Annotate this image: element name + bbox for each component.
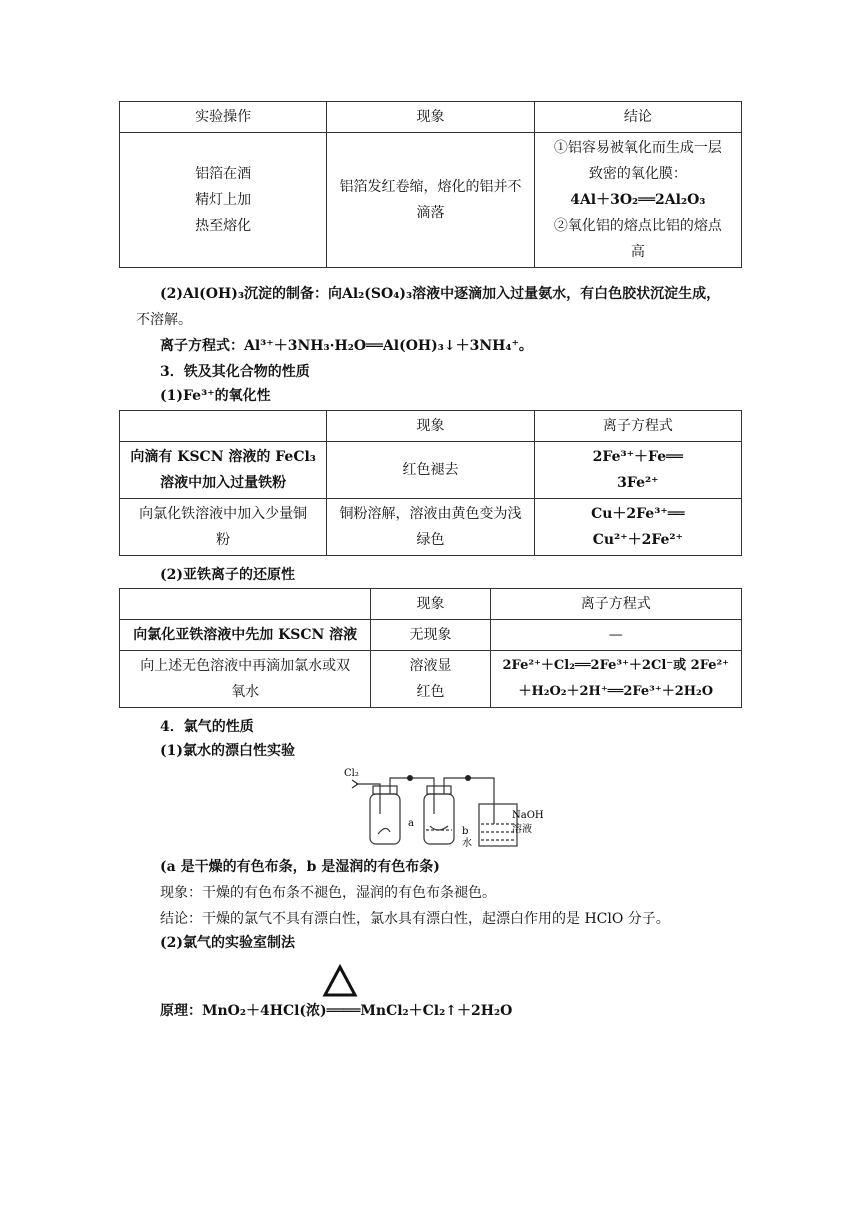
fe2-table: [119, 588, 742, 708]
text-line: Cu＋2Fe³⁺══: [591, 506, 685, 522]
equation: 4Al＋3O₂══2Al₂O₃: [570, 192, 706, 208]
principle-equation: 原理：MnO₂＋4HCl(浓)════MnCl₂＋Cl₂↑＋2H₂O: [160, 1003, 513, 1019]
text-line: 红色: [416, 684, 445, 700]
text-line: 热至熔化: [195, 218, 252, 234]
heading-4-2: (2)氯气的实验室制法: [160, 935, 295, 951]
chlorine-bleaching-apparatus: [344, 764, 544, 850]
cell-equation: [490, 651, 741, 708]
cell-phenomenon: [327, 499, 534, 556]
text-line: 向氯化铁溶液中加入少量铜: [139, 506, 308, 522]
cell-operation: [120, 442, 327, 499]
text-line: ＋H₂O₂＋2H⁺══2Fe³⁺＋2H₂O: [518, 684, 714, 699]
cell-phenomenon: 无现象: [371, 620, 490, 651]
header-equation: 离子方程式: [534, 411, 741, 442]
text-line: 向滴有 KSCN 溶液的 FeCl₃: [130, 449, 316, 465]
figure-note: (a 是干燥的有色布条，b 是湿润的有色布条): [160, 859, 440, 875]
heading-4: 4．氯气的性质: [160, 719, 254, 735]
text-line: 3Fe²⁺: [617, 475, 659, 491]
text-line: 2Fe³⁺＋Fe══: [592, 449, 683, 465]
text-line: ①铝容易被氧化而生成一层: [553, 140, 722, 156]
cell-phenomenon: [371, 651, 490, 708]
header-conclusion: 结论: [534, 102, 741, 133]
text-line: 溶液显: [409, 658, 452, 674]
text-line: 粉: [216, 532, 231, 548]
header-equation: 离子方程式: [490, 589, 741, 620]
text-line: 氧水: [231, 684, 260, 700]
heading-3: 3．铁及其化合物的性质: [160, 364, 310, 380]
cell-equation: [534, 442, 741, 499]
label-water: 水: [462, 838, 472, 849]
text-line: Cu²⁺＋2Fe²⁺: [592, 532, 683, 548]
text-line: 绿色: [416, 532, 445, 548]
heading-3-1: (1)Fe³⁺的氧化性: [160, 388, 271, 404]
label-cl2: Cl₂: [344, 768, 359, 779]
heating-triangle-icon: [322, 964, 358, 998]
text-line: 致密的氧化膜：: [588, 166, 687, 182]
paragraph-aloh3: (2)Al(OH)₃沉淀的制备：向Al₂(SO₄)₃溶液中逐滴加入过量氨水，有白色胶状沉淀生成，: [160, 286, 721, 302]
phenomenon-text: 现象：干燥的有色布条不褪色，湿润的有色布条褪色。: [160, 885, 496, 901]
cell-operation: [120, 133, 327, 268]
header-phenomenon: 现象: [371, 589, 490, 620]
aluminum-foil-table: [119, 101, 742, 268]
cell-phenomenon: [327, 133, 534, 268]
cell-equation: —: [490, 620, 741, 651]
cell-conclusion: [534, 133, 741, 268]
label-b: b: [462, 826, 469, 837]
heading-4-1: (1)氯水的漂白性实验: [160, 743, 295, 759]
cell-phenomenon: 红色褪去: [327, 442, 534, 499]
header-blank: [120, 411, 327, 442]
label-naoh: NaOH: [512, 810, 544, 821]
text-line: 滴落: [416, 205, 445, 221]
text-line: 向上述无色溶液中再滴加氯水或双: [140, 658, 351, 674]
header-operation: 实验操作: [120, 102, 327, 133]
text-line: 铝箔在酒: [195, 166, 252, 182]
text-line: 铝箔发红卷缩，熔化的铝并不: [339, 179, 522, 195]
text-line: 2Fe²⁺＋Cl₂══2Fe³⁺＋2Cl⁻或 2Fe²⁺: [502, 658, 730, 673]
header-phenomenon: 现象: [327, 102, 534, 133]
cell-operation: [120, 651, 371, 708]
label-a: a: [408, 818, 414, 829]
header-blank: [120, 589, 371, 620]
label-solution: 溶液: [512, 824, 532, 835]
text-line: 精灯上加: [195, 192, 252, 208]
header-phenomenon: 现象: [327, 411, 534, 442]
cell-operation: [120, 499, 327, 556]
text-line: 铜粉溶解，溶液由黄色变为浅: [339, 506, 522, 522]
fe3-table: [119, 410, 742, 556]
text-line: 溶液中加入过量铁粉: [160, 475, 287, 491]
cell-operation: 向氯化亚铁溶液中先加 KSCN 溶液: [120, 620, 371, 651]
cell-equation: [534, 499, 741, 556]
conclusion-text: 结论：干燥的氯气不具有漂白性，氯水具有漂白性，起漂白作用的是 HClO 分子。: [160, 911, 670, 927]
ion-equation: 离子方程式：Al³⁺＋3NH₃·H₂O══Al(OH)₃↓＋3NH₄⁺。: [160, 338, 533, 354]
text-line: ②氧化铝的熔点比铝的熔点: [553, 218, 722, 234]
text-line: 高: [630, 244, 645, 260]
heading-3-2: (2)亚铁离子的还原性: [160, 567, 295, 583]
paragraph-aloh3-cont: 不溶解。: [136, 312, 192, 328]
